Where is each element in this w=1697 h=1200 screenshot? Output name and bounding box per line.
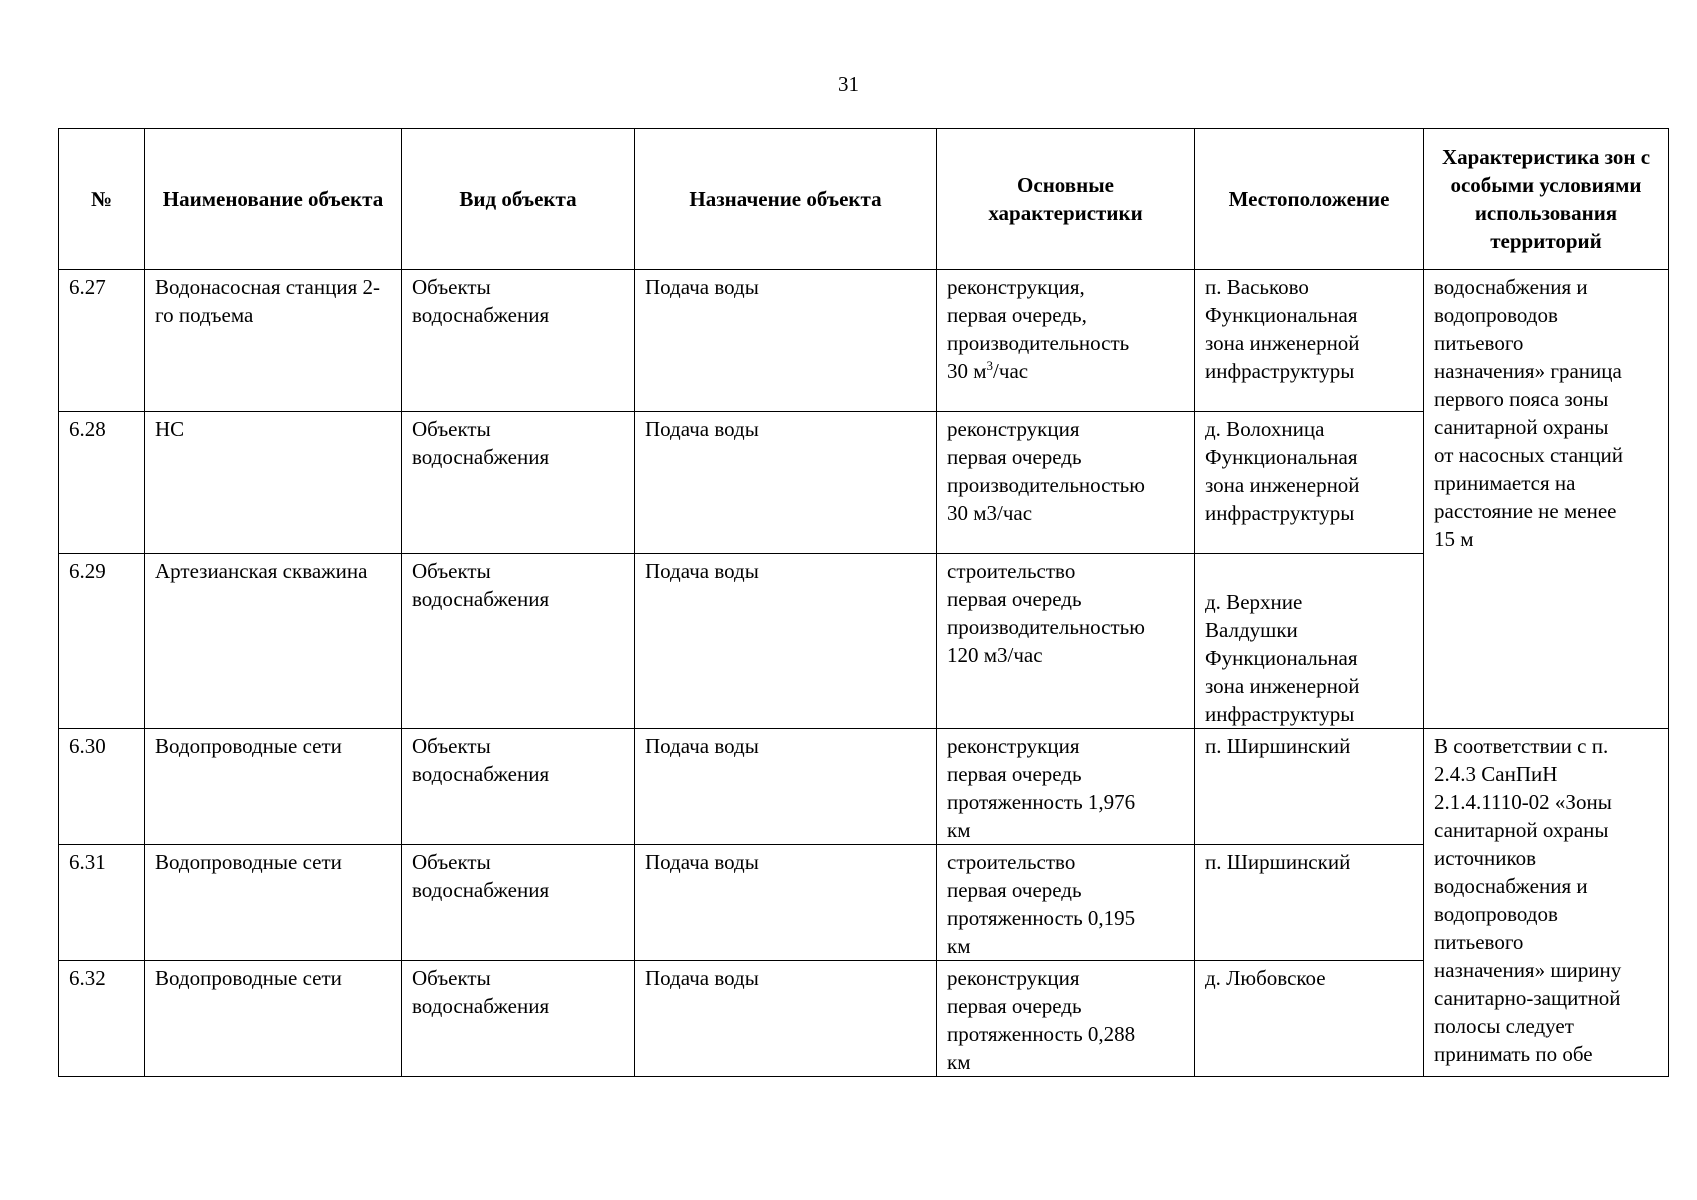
zone-line: водопроводов — [1434, 303, 1558, 327]
char-line: реконструкция — [947, 966, 1080, 990]
loc-line: зона инженерной — [1205, 331, 1360, 355]
header-kind: Вид объекта — [402, 129, 635, 270]
char-line: протяженность 1,976 — [947, 790, 1136, 814]
cell-location — [1195, 554, 1424, 729]
zone-line: расстояние не менее — [1434, 499, 1617, 523]
zone-line: санитарно-защитной — [1434, 986, 1621, 1010]
zone-line: 2.4.3 СанПиН — [1434, 762, 1558, 786]
cell-kind: Объекты водоснабжения — [402, 270, 635, 412]
zone-line: первого пояса зоны — [1434, 387, 1609, 411]
page-number: 31 — [838, 72, 859, 96]
cell-characteristics — [937, 845, 1195, 961]
cell-num: 6.29 — [59, 554, 145, 729]
char-line: первая очередь — [947, 587, 1082, 611]
zone-line: питьевого — [1434, 331, 1524, 355]
cell-characteristics — [937, 412, 1195, 554]
header-num: № — [59, 129, 145, 270]
char-line: протяженность 0,288 — [947, 1022, 1136, 1046]
header-zones: Характеристика зон с особыми условиями использования территорий — [1424, 129, 1669, 270]
zone-line: санитарной охраны — [1434, 415, 1609, 439]
zone-line: водопроводов — [1434, 902, 1558, 926]
cell-characteristics — [937, 961, 1195, 1077]
objects-table — [58, 128, 1669, 1077]
table-row — [59, 270, 1669, 412]
cell-name: Водонасосная станция 2-го подъема — [145, 270, 402, 412]
cell-purpose: Подача воды — [635, 554, 937, 729]
char-line — [947, 357, 1188, 385]
zone-line: санитарной охраны — [1434, 818, 1609, 842]
loc-line: зона инженерной — [1205, 473, 1360, 497]
loc-line: д. Волохница — [1205, 417, 1325, 441]
table-header-row — [59, 129, 1669, 270]
cell-location — [1195, 961, 1424, 1077]
loc-line: инфраструктуры — [1205, 359, 1355, 383]
cell-name: Водопроводные сети — [145, 961, 402, 1077]
cell-location — [1195, 412, 1424, 554]
char-line: реконструкция — [947, 734, 1080, 758]
cell-location — [1195, 270, 1424, 412]
cell-num: 6.30 — [59, 729, 145, 845]
header-purpose: Назначение объекта — [635, 129, 937, 270]
char-line: протяженность 0,195 — [947, 906, 1136, 930]
cell-characteristics — [937, 270, 1195, 412]
char-line: строительство — [947, 559, 1076, 583]
header-characteristics: Основные характеристики — [937, 129, 1195, 270]
char-line: строительство — [947, 850, 1076, 874]
zone-line: питьевого — [1434, 930, 1524, 954]
zone-line: принимается на — [1434, 471, 1576, 495]
char-line: 120 м3/час — [947, 643, 1043, 667]
char-line: производительностью — [947, 615, 1145, 639]
cell-location — [1195, 845, 1424, 961]
zone-line: назначения» ширину — [1434, 958, 1622, 982]
loc-line: п. Ширшинский — [1205, 734, 1351, 758]
char-line: реконструкция — [947, 417, 1080, 441]
loc-line: Валдушки — [1205, 618, 1298, 642]
cell-location — [1195, 729, 1424, 845]
cell-purpose: Подача воды — [635, 729, 937, 845]
char-unit: /час — [993, 359, 1029, 383]
char-line: первая очередь, — [947, 303, 1087, 327]
zone-line: водоснабжения и — [1434, 874, 1588, 898]
cell-purpose: Подача воды — [635, 412, 937, 554]
loc-line: д. Любовское — [1205, 966, 1326, 990]
header-name: Наименование объекта — [145, 129, 402, 270]
cell-zones — [1424, 270, 1669, 729]
char-line: производительностью — [947, 473, 1145, 497]
location-block — [1205, 557, 1417, 728]
char-value: 30 м — [947, 359, 987, 383]
zone-line: от насосных станций — [1434, 443, 1623, 467]
char-line: первая очередь — [947, 445, 1082, 469]
char-line: первая очередь — [947, 762, 1082, 786]
cell-num: 6.27 — [59, 270, 145, 412]
char-line: первая очередь — [947, 994, 1082, 1018]
zone-line: 2.1.4.1110-02 «Зоны — [1434, 790, 1612, 814]
loc-line: Функциональная — [1205, 303, 1358, 327]
loc-line: Функциональная — [1205, 646, 1358, 670]
cell-characteristics — [937, 554, 1195, 729]
cell-purpose: Подача воды — [635, 845, 937, 961]
zone-line: полосы следует — [1434, 1014, 1574, 1038]
loc-line: зона инженерной — [1205, 674, 1360, 698]
cell-kind: Объекты водоснабжения — [402, 961, 635, 1077]
zone-line: принимать по обе — [1434, 1042, 1593, 1066]
cell-num: 6.31 — [59, 845, 145, 961]
cell-kind: Объекты водоснабжения — [402, 554, 635, 729]
char-line: 30 м3/час — [947, 501, 1033, 525]
header-location: Местоположение — [1195, 129, 1424, 270]
loc-line: п. Васьково — [1205, 275, 1309, 299]
zone-line: водоснабжения и — [1434, 275, 1588, 299]
cell-kind: Объекты водоснабжения — [402, 845, 635, 961]
cell-name: Водопроводные сети — [145, 845, 402, 961]
cell-purpose: Подача воды — [635, 270, 937, 412]
zone-line: назначения» граница — [1434, 359, 1622, 383]
cell-num: 6.28 — [59, 412, 145, 554]
cell-zones — [1424, 729, 1669, 1077]
cell-kind: Объекты водоснабжения — [402, 412, 635, 554]
zone-line: 15 м — [1434, 527, 1474, 551]
char-superscript: 3 — [986, 358, 994, 373]
loc-line: Функциональная — [1205, 445, 1358, 469]
char-line: первая очередь — [947, 878, 1082, 902]
cell-purpose: Подача воды — [635, 961, 937, 1077]
cell-name: Водопроводные сети — [145, 729, 402, 845]
cell-characteristics — [937, 729, 1195, 845]
cell-kind: Объекты водоснабжения — [402, 729, 635, 845]
loc-line: д. Верхние — [1205, 590, 1303, 614]
char-line: производительность — [947, 331, 1130, 355]
zone-line: источников — [1434, 846, 1537, 870]
table-row — [59, 729, 1669, 845]
char-line: км — [947, 818, 971, 842]
char-line: км — [947, 934, 971, 958]
loc-line: п. Ширшинский — [1205, 850, 1351, 874]
cell-num: 6.32 — [59, 961, 145, 1077]
loc-line: инфраструктуры — [1205, 702, 1355, 726]
loc-line: инфраструктуры — [1205, 501, 1355, 525]
cell-name: Артезианская скважина — [145, 554, 402, 729]
char-line: км — [947, 1050, 971, 1074]
char-line: реконструкция, — [947, 275, 1085, 299]
zone-line: В соответствии с п. — [1434, 734, 1609, 758]
cell-name: НС — [145, 412, 402, 554]
